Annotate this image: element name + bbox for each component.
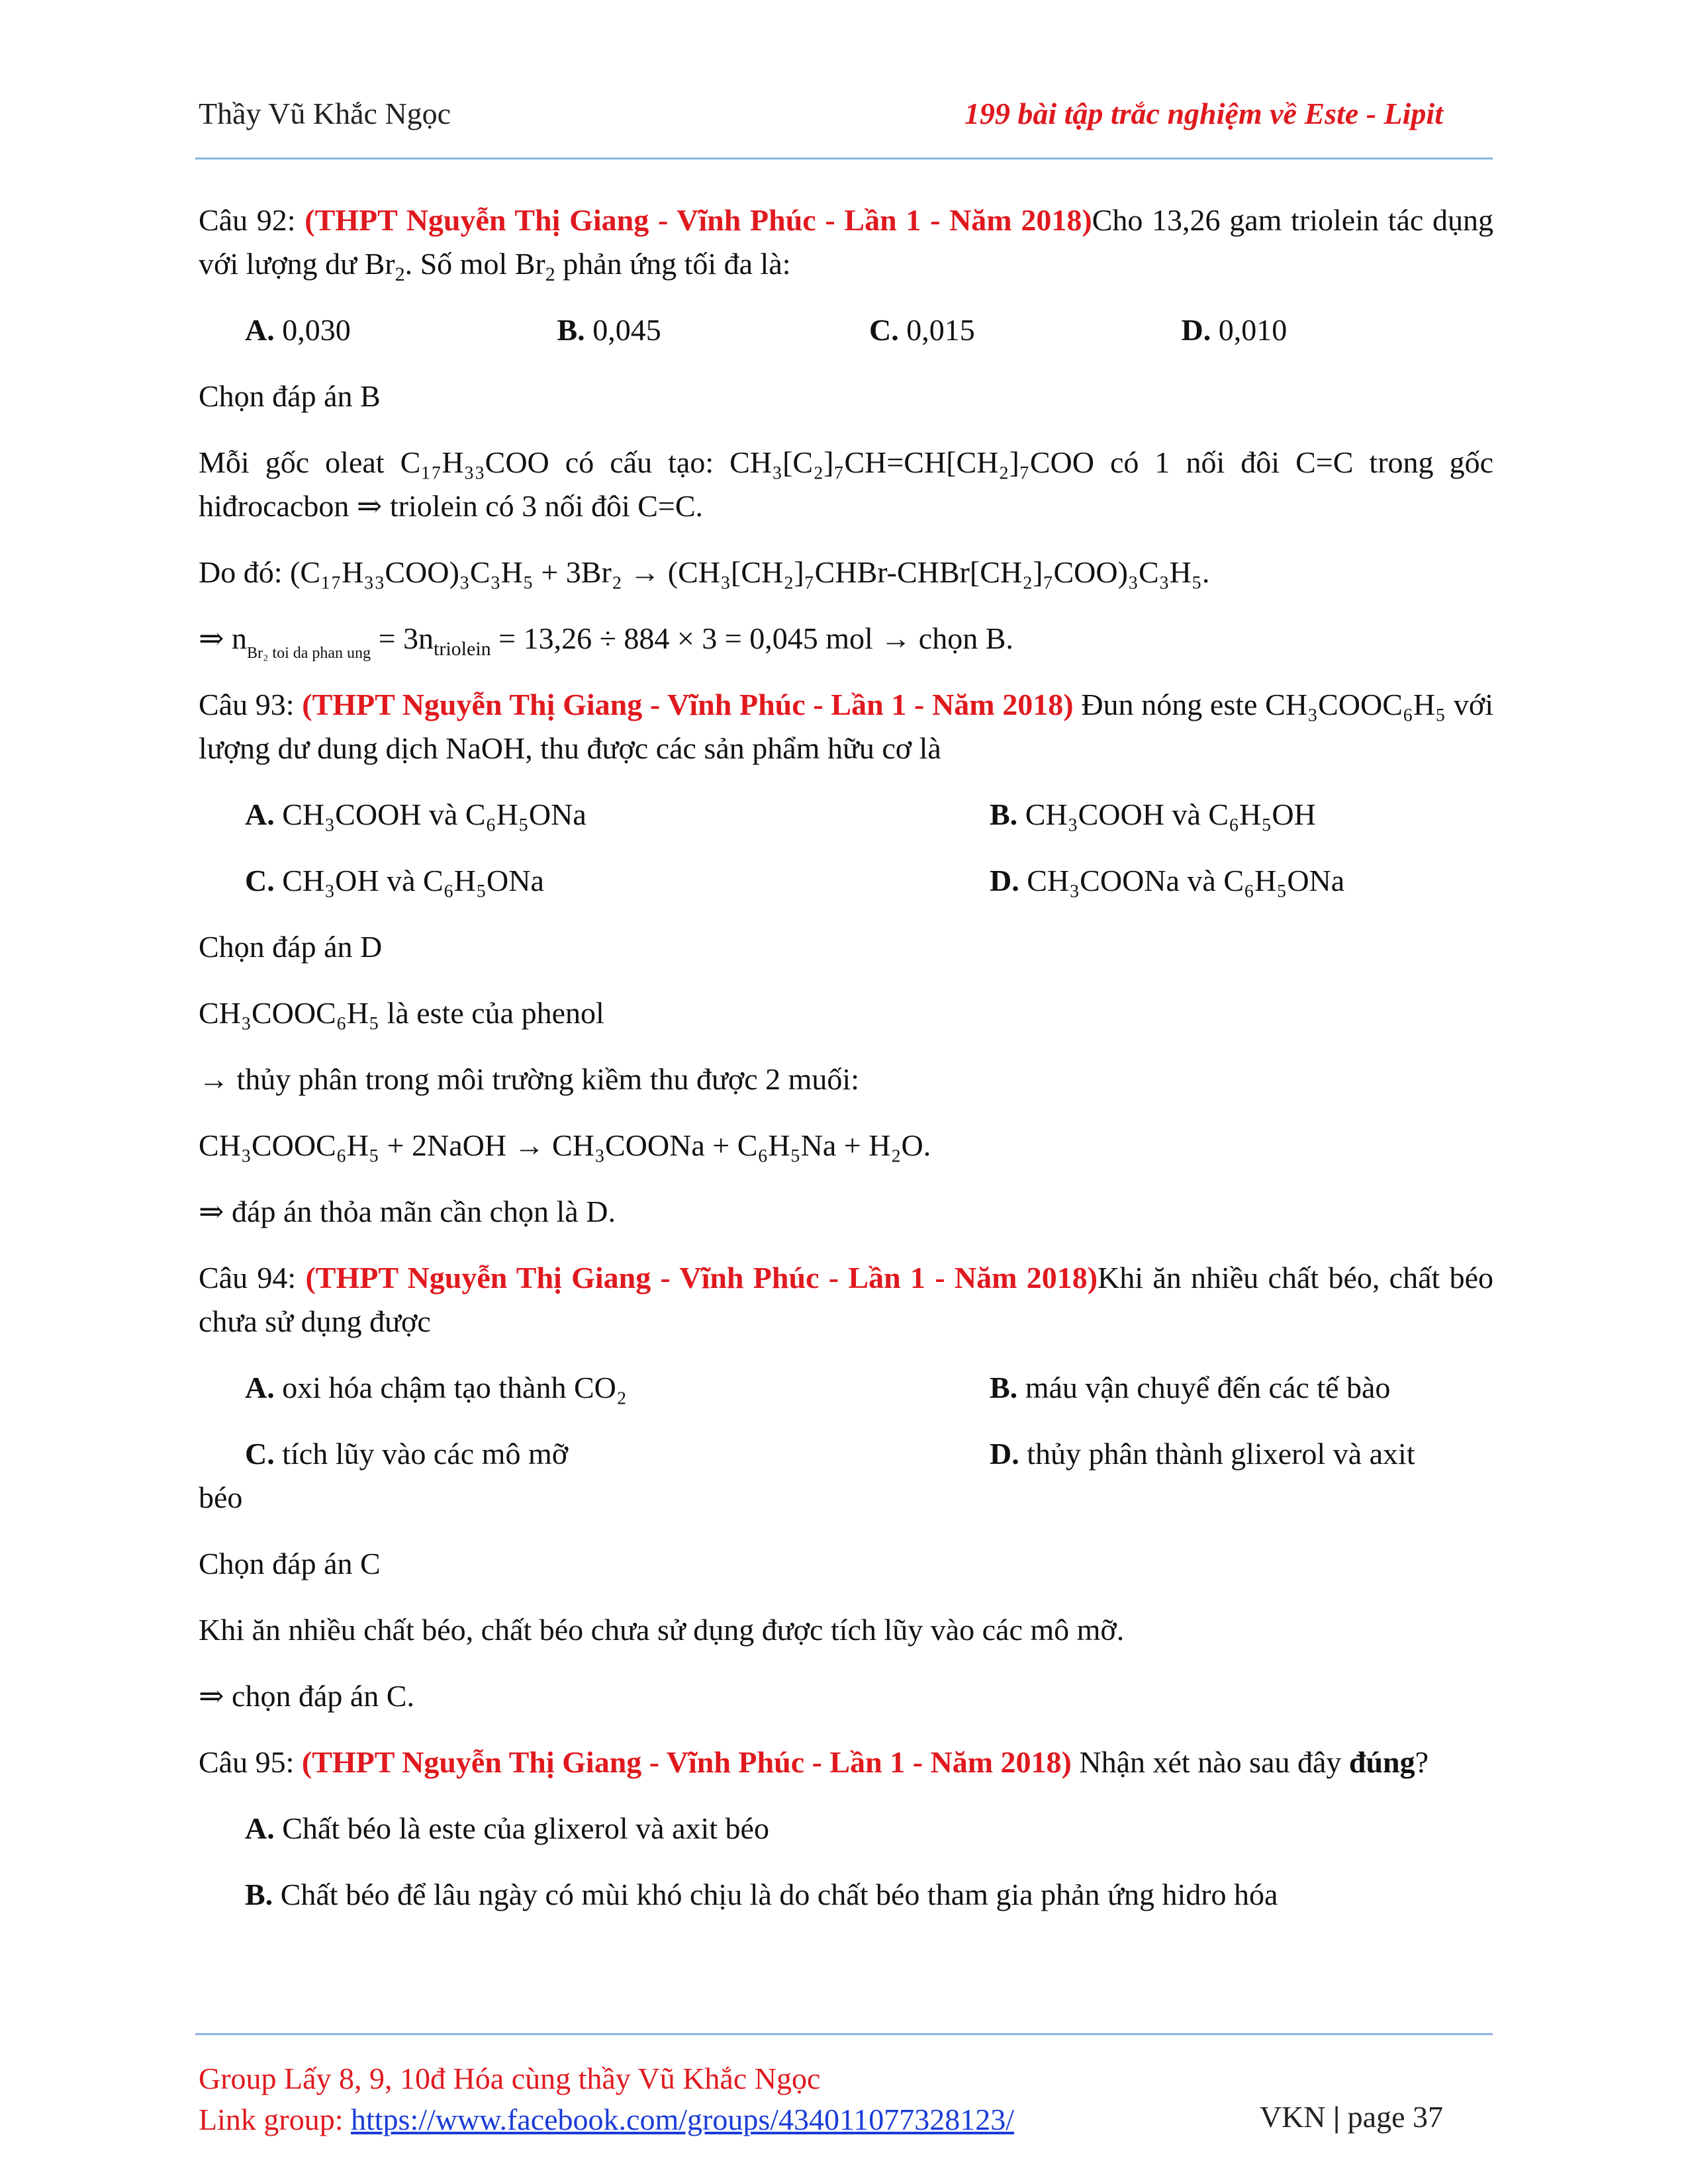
brand: VKN <box>1259 2100 1326 2134</box>
option-b: B. Chất béo để lâu ngày có mùi khó chịu là do chất béo tham gia phản ứng hidro hóa <box>245 1878 1278 1911</box>
option-c: C. tích lũy vào các mô mỡ <box>245 1437 569 1471</box>
question-text: Nhận xét nào sau đây <box>1071 1745 1349 1779</box>
option-a: A. CH₃COOH và C₆H₅ONa <box>245 797 586 831</box>
question-source: (THPT Nguyễn Thị Giang - Vĩnh Phúc - Lần 1 - Năm 2018) <box>301 1745 1072 1779</box>
options-92 <box>199 308 1493 352</box>
explanation-93-4: ⇒ đáp án thỏa mãn cần chọn là D. <box>199 1195 616 1228</box>
options-93-row1 <box>199 793 1493 837</box>
option-a: A. oxi hóa chậm tạo thành CO₂ <box>245 1371 627 1404</box>
answer-94: Chọn đáp án C <box>199 1547 381 1580</box>
main-content <box>199 199 1493 1939</box>
option-b: B. 0,045 <box>557 313 661 347</box>
question-label: Câu 93: <box>199 688 303 721</box>
option-d: D. thủy phân thành glixerol và axit <box>990 1437 1415 1471</box>
question-93 <box>199 683 1493 770</box>
option-c: C. CH₃OH và C₆H₅ONa <box>245 864 544 897</box>
option-d: D. 0,010 <box>1181 313 1288 347</box>
answer-92: Chọn đáp án B <box>199 379 381 413</box>
question-text: Đun nóng este CH₃COOC₆H₅ với lượng dư dung dịch NaOH, thu được các sản phẩm hữu cơ là <box>199 688 1493 765</box>
question-92 <box>199 199 1493 286</box>
question-text: Khi ăn nhiều chất béo, chất béo chưa sử dụng được <box>199 1261 1493 1338</box>
option-a: A. 0,030 <box>245 313 351 347</box>
question-source: (THPT Nguyễn Thị Giang - Vĩnh Phúc - Lần 1 - Năm 2018) <box>305 203 1092 237</box>
answer-93: Chọn đáp án D <box>199 930 383 964</box>
explanation-92-1: Mỗi gốc oleat C₁₇H₃₃COO có cấu tạo: CH₃[C₂]₇CH=CH[CH₂]₇COO có 1 nối đôi C=C trong gốc hiđrocacbon ⇒ triolein có 3 nối đôi C=C. <box>199 445 1493 523</box>
options-94-row2 <box>199 1432 1493 1476</box>
subscript: 2 <box>545 263 555 285</box>
header-divider <box>195 158 1493 159</box>
question-text-end: phản ứng tối đa là: <box>555 247 791 281</box>
question-label: Câu 94: <box>199 1261 306 1295</box>
explanation-94-2: ⇒ chọn đáp án C. <box>199 1679 414 1713</box>
explanation-93-1: CH₃COOC₆H₅ là este của phenol <box>199 996 604 1030</box>
explanation-92-3: ⇒ $n_{Br_2 toi da phan ung} = 3n_{triolein} = 13,26 \div 884 \times 3 = 0,045$ mol → chọn B. <box>199 621 1013 662</box>
footer-divider <box>195 2033 1493 2035</box>
question-label: Câu 92: <box>199 203 305 237</box>
option-d: D. CH₃COONa và C₆H₅ONa <box>990 864 1345 897</box>
question-label: Câu 95: <box>199 1745 302 1779</box>
options-93-row2 <box>199 859 1493 903</box>
explanation-94-1: Khi ăn nhiều chất béo, chất béo chưa sử dụng được tích lũy vào các mô mỡ. <box>199 1613 1125 1647</box>
option-d-wrap: béo <box>199 1480 243 1514</box>
question-95: Câu 95: (THPT Nguyễn Thị Giang - Vĩnh Phúc - Lần 1 - Năm 2018) Nhận xét nào sau đây đúng? <box>199 1745 1429 1779</box>
explanation-93-2: → thủy phân trong môi trường kiềm thu được 2 muối: <box>199 1062 859 1096</box>
question-source: (THPT Nguyễn Thị Giang - Vĩnh Phúc - Lần 1 - Năm 2018) <box>305 1261 1098 1295</box>
question-text-end: . Số mol Br <box>404 247 545 281</box>
header-title: 199 bài tập trắc nghiệm về Este - Lipit <box>964 97 1443 130</box>
explanation-92-2: Do đó: (C₁₇H₃₃COO)₃C₃H₅ + 3Br₂ → (CH₃[CH₂]₇CHBr-CHBr[CH₂]₇COO)₃C₃H₅. <box>199 555 1210 589</box>
option-b: B. CH₃COOH và C₆H₅OH <box>990 797 1316 831</box>
question-emphasis: đúng <box>1348 1745 1415 1779</box>
option-a: A. Chất béo là este của glixerol và axit béo <box>245 1811 769 1845</box>
question-text: Cho 13,26 gam triolein tác dụng với lượng dư Br <box>199 203 1493 281</box>
header-author: Thầy Vũ Khắc Ngọc <box>199 97 451 130</box>
group-link[interactable]: https://www.facebook.com/groups/434011077328123/ <box>350 2103 1015 2136</box>
explanation-93-3: CH₃COOC₆H₅ + 2NaOH → CH₃COONa + C₆H₅Na + H₂O. <box>199 1128 931 1162</box>
question-94 <box>199 1256 1493 1343</box>
footer-group: Group Lấy 8, 9, 10đ Hóa cùng thầy Vũ Khắc Ngọc <box>199 2062 821 2095</box>
options-94-row1 <box>199 1366 1493 1410</box>
subscript: 2 <box>395 263 405 285</box>
page-number: VKN | page 37 <box>1259 2100 1443 2134</box>
footer-link-label: Link group: <box>199 2103 351 2136</box>
option-b: B. máu vận chuyể đến các tế bào <box>990 1371 1391 1404</box>
option-c: C. 0,015 <box>869 313 975 347</box>
question-source: (THPT Nguyễn Thị Giang - Vĩnh Phúc - Lần 1 - Năm 2018) <box>302 688 1074 721</box>
